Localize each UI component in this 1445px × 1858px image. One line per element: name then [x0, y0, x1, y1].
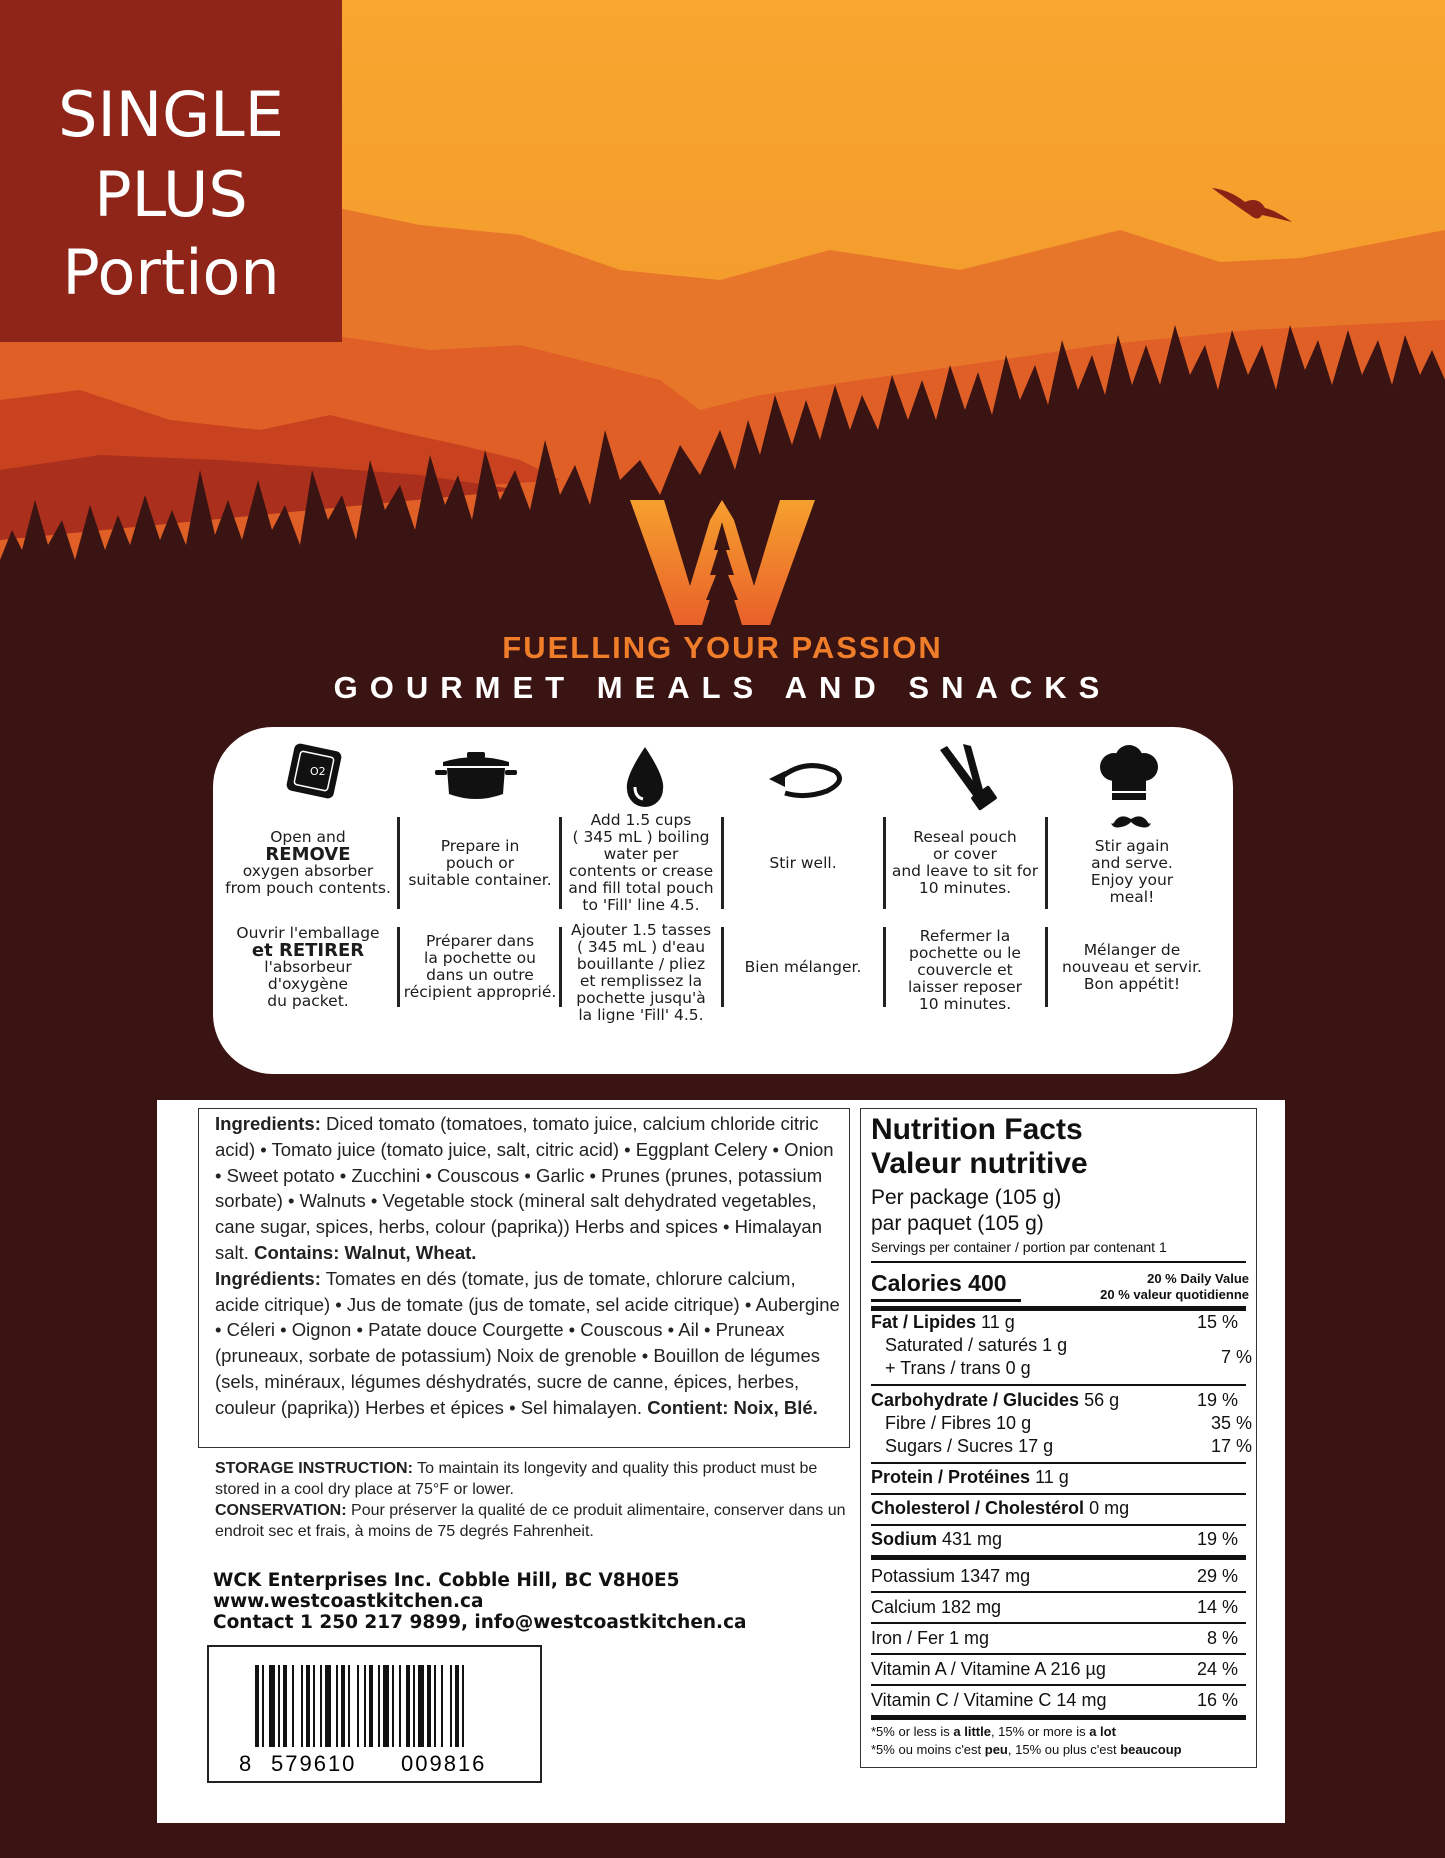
- company-address: WCK Enterprises Inc. Cobble Hill, BC V8H0E5: [213, 1570, 680, 1591]
- per-package-en: Per package (105 g): [871, 1186, 1062, 1209]
- step-3-fr: Ajouter 1.5 tasses ( 345 mL ) d'eau bouillante / pliez et remplissez la pochette jusqu'à la ligne 'Fill' 4.5.: [570, 921, 712, 1024]
- divider: [559, 927, 562, 1007]
- rule: [871, 1261, 1246, 1263]
- ingredients-en-contains: Contains: Walnut, Wheat.: [254, 1241, 477, 1263]
- step-2-fr: Préparer dans la pochette ou dans un outre récipient approprié.: [403, 932, 557, 1001]
- nutrient-calcium: Calcium 182 mg 14 %: [871, 1597, 1238, 1617]
- step-5-fr: Refermer la pochette ou le couvercle et laisser reposer 10 minutes.: [908, 926, 1022, 1013]
- divider: [397, 927, 400, 1007]
- rule: [871, 1493, 1246, 1495]
- storage-fr-text: Pour préserver la qualité de ce produit alimentaire, conserver dans un endroit sec et frais, à moins de 75 degrés Fahrenheit.: [215, 1502, 846, 1540]
- divider: [559, 817, 562, 909]
- preparation-instructions: [213, 727, 1233, 1074]
- servings: Servings per container / portion par contenant 1: [871, 1239, 1167, 1255]
- nutrient-fat: Fat / Lipides 11 g 15 %: [871, 1312, 1238, 1332]
- barcode-group-1: 579610: [271, 1751, 357, 1776]
- step-5-en: Reseal pouch or cover and leave to sit for 10 minutes.: [891, 828, 1039, 897]
- rule: [871, 1622, 1246, 1624]
- nutrient-carbohydrate: Carbohydrate / Glucides 56 g 19 %: [871, 1390, 1238, 1410]
- divider: [721, 927, 724, 1007]
- divider: [883, 927, 886, 1007]
- nutrient-protein: Protein / Protéines 11 g: [871, 1467, 1069, 1487]
- rule: [871, 1684, 1246, 1686]
- rule: [871, 1384, 1246, 1386]
- barcode-bars: [209, 1647, 540, 1781]
- step-6-en: Stir again and serve. Enjoy your meal!: [1090, 837, 1174, 906]
- oxygen-absorber-icon: [278, 742, 348, 807]
- nutrient-potassium: Potassium 1347 mg 29 %: [871, 1566, 1238, 1586]
- per-package-fr: par paquet (105 g): [871, 1212, 1044, 1235]
- daily-value-header: 20 % Daily Value 20 % valeur quotidienne: [1100, 1271, 1249, 1302]
- nutrient-sodium: Sodium 431 mg 19 %: [871, 1529, 1238, 1549]
- nutrient-iron: Iron / Fer 1 mg 8 %: [871, 1628, 1238, 1648]
- portion-line-2: PLUS: [94, 158, 248, 231]
- step-4-fr: Bien mélanger.: [744, 957, 862, 976]
- nutrient-vitamin-c: Vitamin C / Vitamine C 14 mg 16 %: [871, 1690, 1238, 1710]
- brand-tagline: FUELLING YOUR PASSION: [502, 630, 943, 665]
- brand-subline: GOURMET MEALS AND SNACKS: [333, 670, 1112, 705]
- rule: [871, 1653, 1246, 1655]
- nutrition-title-fr: Valeur nutritive: [871, 1147, 1088, 1180]
- portion-line-1: SINGLE: [58, 78, 284, 151]
- company-website: www.westcoastkitchen.ca: [213, 1591, 484, 1612]
- divider: [397, 817, 400, 909]
- nutrient-saturated: Saturated / saturés 1 g 7 %: [885, 1335, 1252, 1367]
- barcode-digit-1: 8: [239, 1751, 252, 1776]
- nutrient-cholesterol: Cholesterol / Cholestérol 0 mg: [871, 1498, 1130, 1518]
- clip-icon: [935, 742, 1005, 812]
- rule: [871, 1462, 1246, 1464]
- nutrient-trans: + Trans / trans 0 g: [885, 1358, 1031, 1378]
- rule: [871, 1524, 1246, 1526]
- storage-en-label: STORAGE INSTRUCTION:: [215, 1460, 413, 1477]
- company-contact: Contact 1 250 217 9899, info@westcoastkitchen.ca: [213, 1612, 747, 1633]
- barcode-group-2: 009816: [401, 1751, 487, 1776]
- ingredients-fr-label: Ingrédients:: [215, 1267, 321, 1289]
- rule: [871, 1555, 1246, 1560]
- rule: [871, 1299, 1021, 1302]
- nutrient-fibre: Fibre / Fibres 10 g 35 %: [885, 1413, 1252, 1433]
- storage-fr-label: CONSERVATION:: [215, 1502, 347, 1519]
- ingredients-fr-contains: Contient: Noix, Blé.: [647, 1396, 818, 1418]
- ingredients-fr-text: Tomates en dés (tomate, jus de tomate, chlorure calcium, acide citrique) • Jus de tomate (jus de tomate, sel acide citrique) • Aubergine • Céleri • Oignon • Patate douce Courgette • Couscous • Ail • Pruneax (pruneaux, sorbate de potassium) Noix de grenoble • Bouillon de légumes (sels, minéraux, légumes déshydratés, sucre de canne, épices, herbes, couleur (paprika)) Herbes et épices • Sel himalayen.: [215, 1267, 840, 1418]
- stir-arrow-icon: [765, 759, 845, 801]
- step-1-fr: Ouvrir l'emballage et RETIRER l'absorbeur d'oxygène du packet.: [236, 923, 380, 1010]
- ingredients-box: [198, 1108, 850, 1448]
- ingredients-en-text: Diced tomato (tomatoes, tomato juice, calcium chloride citric acid) • Tomato juice (tomato juice, salt, citric acid) • Eggplant Celery • Onion • Sweet potato • Zucchini • Couscous • Garlic • Prunes (prunes, potassium sorbate) • Walnuts • Vegetable stock (mineral salt dehydrated vegetables, cane sugar, spices, herbs, colour (paprika)) Herbs and spices • Himalayan salt.: [215, 1113, 834, 1263]
- pot-icon: [435, 752, 517, 802]
- nutrition-footnote: *5% or less is a little, 15% or more is a lot *5% ou moins c'est peu, 15% ou plus c'est beaucoup: [871, 1724, 1182, 1757]
- calories: Calories 400: [871, 1270, 1007, 1296]
- barcode: [207, 1645, 542, 1783]
- water-drop-icon: [625, 747, 665, 807]
- storage-en-text: To maintain its longevity and quality this product must be stored in a cool dry place at 75°F or lower.: [215, 1460, 818, 1498]
- w-tree-logo: [630, 500, 815, 625]
- o2-label: O2: [310, 765, 326, 778]
- rule: [871, 1591, 1246, 1593]
- rule: [871, 1715, 1246, 1720]
- company-info: [213, 1570, 853, 1633]
- portion-line-3: Portion: [62, 236, 280, 309]
- divider: [721, 817, 724, 909]
- portion-badge: [0, 0, 342, 342]
- step-4-en: Stir well.: [769, 853, 837, 872]
- storage-instructions: [215, 1458, 855, 1542]
- nutrition-facts: [860, 1108, 1257, 1768]
- step-3-en: Add 1.5 cups ( 345 mL ) boiling water per contents or crease and fill total pouch to 'Fill' line 4.5.: [568, 811, 714, 914]
- divider: [1045, 927, 1048, 1007]
- divider: [1045, 817, 1048, 909]
- chef-hat-icon: [1098, 745, 1160, 801]
- divider: [883, 817, 886, 909]
- nutrient-sugars: Sugars / Sucres 17 g 17 %: [885, 1436, 1252, 1456]
- nutrient-vitamin-a: Vitamin A / Vitamine A 216 µg 24 %: [871, 1659, 1238, 1679]
- nutrition-title-en: Nutrition Facts: [871, 1113, 1083, 1146]
- step-6-fr: Mélanger de nouveau et servir. Bon appétit!: [1062, 940, 1202, 993]
- ingredients-en-label: Ingredients:: [215, 1113, 321, 1134]
- step-2-en: Prepare in pouch or suitable container.: [408, 836, 552, 889]
- step-1-en: Open and REMOVE oxygen absorber from pouch contents.: [225, 828, 391, 897]
